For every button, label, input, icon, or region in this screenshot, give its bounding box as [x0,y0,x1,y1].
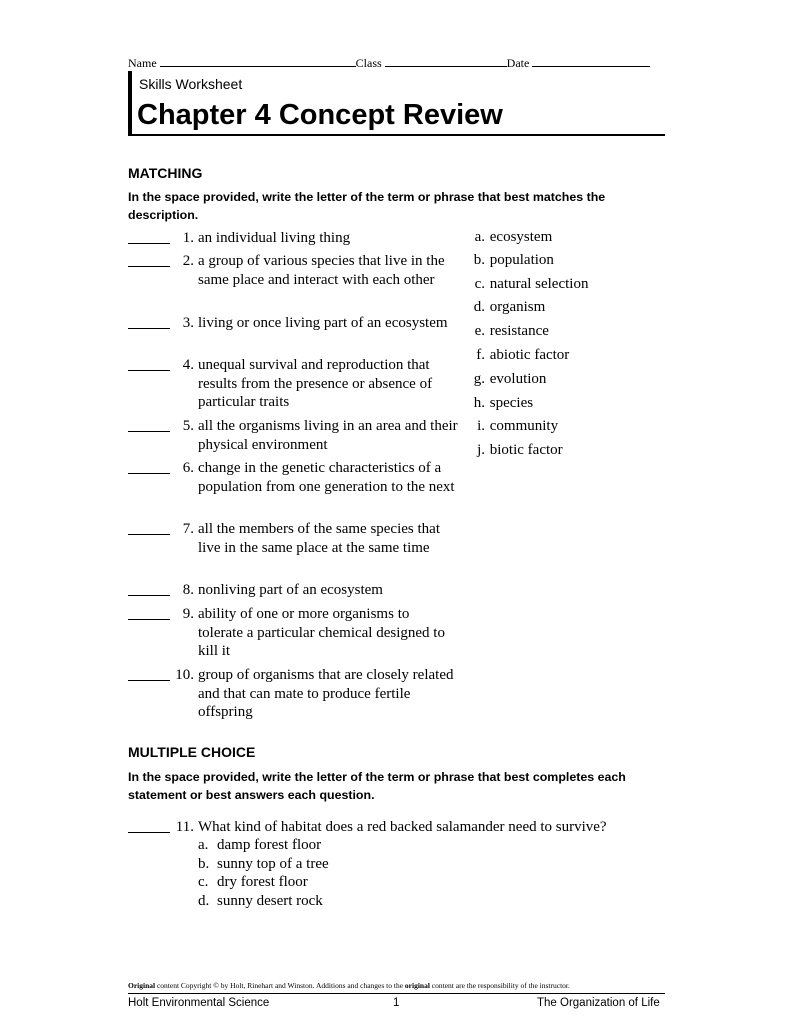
option-letter: e. [474,323,485,339]
matching-option [467,441,563,459]
question-text: all the organisms living in an area and their physical environment [198,418,458,453]
option-letter: g. [473,371,485,387]
option-letter: c. [474,276,485,292]
question-number: 11. [175,819,194,835]
question-number: 7. [182,521,194,537]
matching-option [467,394,533,412]
choice-letter: b. [198,855,210,872]
option-text: evolution [489,371,547,387]
question-text: nonliving part of an ecosystem [198,582,383,598]
question-text: an individual living thing [198,230,351,246]
copyright-emphasis: original [404,981,430,990]
option-letter: a. [474,229,485,245]
option-text: abiotic factor [489,347,570,363]
matching-option [467,251,554,269]
option-text: species [489,395,534,411]
matching-option [467,346,569,364]
answer-blank[interactable] [128,357,170,371]
option-text: population [489,252,554,268]
question-number: 2. [182,253,194,269]
question-text: change in the genetic characteristics of a population from one generation to the next [198,460,455,495]
matching-option [467,228,552,246]
question-text: ability of one or more organisms to tolerate a particular chemical designed to kill it [198,606,445,659]
matching-instructions: In the space provided, write the letter of the term or phrase that best matches the description. [128,190,606,222]
matching-question [128,356,458,412]
copyright-notice [128,981,570,990]
matching-option [467,275,588,293]
name-label: Name [128,56,157,70]
option-text: natural selection [489,276,589,292]
mc-choices [198,836,329,910]
class-field[interactable] [385,55,507,67]
choice-text: damp forest floor [217,837,322,853]
question-text: group of organisms that are closely related and that can mate to produce fertile offspring [198,667,454,720]
multiple-choice-instructions: In the space provided, write the letter of the term or phrase that best completes each statement or best answers each question. [128,770,626,802]
option-letter: b. [473,252,485,268]
answer-blank[interactable] [128,460,170,474]
choice-letter: c. [198,874,209,890]
option-text: community [489,418,559,434]
question-number: 9. [182,606,194,622]
title-accent-bar [128,71,132,136]
choice-text: dry forest floor [217,874,308,890]
question-text: all the members of the same species that live in the same place at the same time [198,521,440,556]
worksheet-subtitle: Skills Worksheet [139,76,243,92]
question-number: 10. [175,667,194,683]
worksheet-header [128,55,664,70]
question-text: living or once living part of an ecosystem [198,315,448,331]
matching-option [467,298,545,316]
matching-heading: MATCHING [128,165,203,181]
matching-question [128,229,458,248]
matching-question [128,417,458,454]
question-number: 6. [182,460,194,476]
mc-choice [198,836,329,855]
option-letter: j. [477,442,485,458]
class-label: Class [355,56,382,70]
footer-chapter-title: The Organization of Life [537,997,660,1009]
footer-book-title: Holt Environmental Science [128,997,270,1009]
answer-blank[interactable] [128,819,170,833]
copyright-text: content Copyright © by Holt, Rinehart and Winston. Additions and changes to the [155,981,405,990]
copyright-text: content are the responsibility of the instructor. [429,981,570,990]
option-letter: i. [477,418,485,434]
choice-text: sunny desert rock [217,892,323,909]
page-title: Chapter 4 Concept Review [137,99,503,131]
date-label: Date [506,56,530,70]
mc-choice [198,873,329,892]
answer-blank[interactable] [128,521,170,535]
matching-question [128,605,458,661]
question-number: 1. [182,230,194,246]
answer-blank[interactable] [128,582,170,596]
matching-question [128,666,458,722]
answer-blank[interactable] [128,418,170,432]
question-text: a group of various species that live in the same place and interact with each other [198,253,445,288]
choice-text: sunny top of a tree [217,855,329,872]
choice-letter: d. [198,892,210,909]
question-text: What kind of habitat does a red backed salamander need to survive? [198,819,607,835]
option-text: resistance [489,323,549,339]
matching-question [128,314,458,333]
option-text: biotic factor [489,442,563,458]
title-underline [128,134,665,136]
date-field[interactable] [532,55,650,67]
question-text: unequal survival and reproduction that results from the presence or absence of particular traits [198,357,433,410]
option-letter: f. [476,347,485,363]
question-number: 5. [182,418,194,434]
mc-question [128,818,688,837]
matching-option [467,370,546,388]
answer-blank[interactable] [128,315,170,329]
question-number: 8. [182,582,194,598]
answer-blank[interactable] [128,230,170,244]
multiple-choice-heading: MULTIPLE CHOICE [128,744,256,760]
answer-blank[interactable] [128,606,170,620]
matching-question [128,459,458,496]
matching-question [128,581,458,600]
mc-choice [198,892,329,911]
option-letter: d. [473,299,485,315]
footer-rule [128,993,665,994]
option-letter: h. [473,395,485,411]
option-text: organism [489,299,546,315]
answer-blank[interactable] [128,253,170,267]
answer-blank[interactable] [128,667,170,681]
copyright-emphasis: Original [128,981,156,990]
footer-page-number: 1 [393,997,400,1009]
name-field[interactable] [160,55,356,67]
choice-letter: a. [198,837,209,853]
matching-option [467,322,549,340]
matching-option [467,417,558,435]
matching-question [128,252,458,289]
matching-question [128,520,458,557]
mc-choice [198,855,329,874]
option-text: ecosystem [489,229,553,245]
question-number: 3. [182,315,194,331]
question-number: 4. [182,357,194,373]
